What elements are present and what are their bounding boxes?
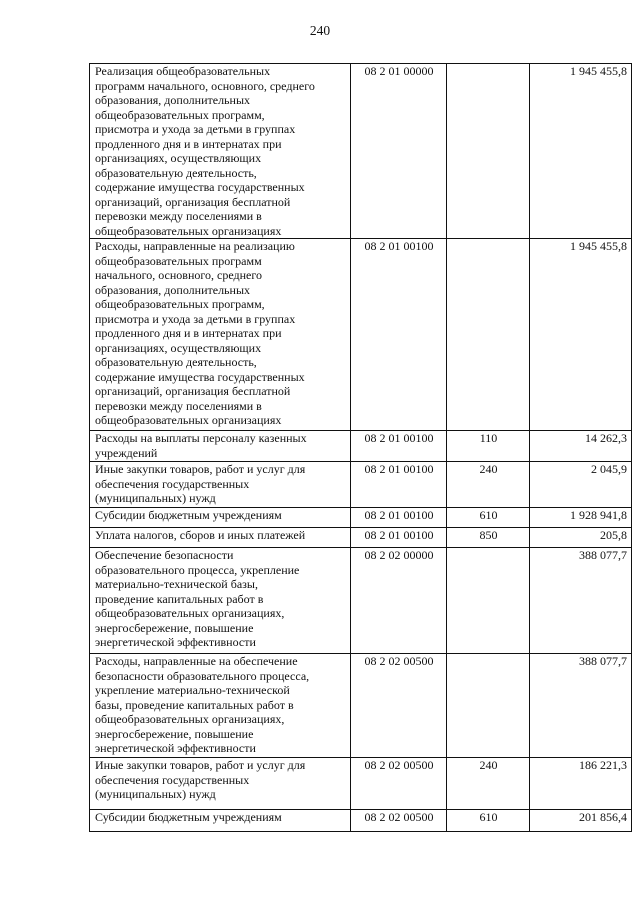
row-type-cell <box>447 64 530 239</box>
row-type-cell <box>447 548 530 654</box>
row-code-cell: 08 2 02 00000 <box>351 548 447 654</box>
row-name-cell: Субсидии бюджетным учреждениям <box>90 810 351 832</box>
row-code-cell: 08 2 01 00100 <box>351 239 447 431</box>
row-amount-cell: 201 856,4 <box>530 810 632 832</box>
table-row <box>90 508 632 528</box>
row-code-cell: 08 2 01 00100 <box>351 528 447 548</box>
row-name-cell: Иные закупки товаров, работ и услуг для обеспечения государственных (муниципальных) нужд <box>90 462 351 508</box>
table-row <box>90 758 632 810</box>
page-number: 240 <box>309 23 331 38</box>
row-type-cell: 110 <box>447 431 530 462</box>
row-amount-cell: 1 928 941,8 <box>530 508 632 528</box>
row-type-cell: 610 <box>447 810 530 832</box>
row-code-cell: 08 2 01 00100 <box>351 431 447 462</box>
row-amount-cell: 388 077,7 <box>530 548 632 654</box>
row-name-cell: Уплата налогов, сборов и иных платежей <box>90 528 351 548</box>
table-row <box>90 654 632 758</box>
row-type-cell: 240 <box>447 462 530 508</box>
row-name-cell: Иные закупки товаров, работ и услуг для обеспечения государственных (муниципальных) нужд <box>90 758 351 810</box>
table-row <box>90 431 632 462</box>
table-row <box>90 810 632 832</box>
table-row <box>90 239 632 431</box>
row-name-cell: Расходы, направленные на обеспечение безопасности образовательного процесса, укрепление материально-технической базы, проведение капитальных работ в общеобразовательных организациях, энергосбережение, повышение энергетической эффективности <box>90 654 351 758</box>
row-amount-cell: 388 077,7 <box>530 654 632 758</box>
row-name-cell: Расходы, направленные на реализацию общеобразовательных программ начального, основного, среднего образования, дополнительных общеобразовательных программ, присмотра и ухода за детьми в группах продленного дня и в интернатах при организациях, осуществляющих образовательную деятельность, содержание имущества государственных организаций, организация бесплатной перевозки между поселениями в общеобразовательных организациях <box>90 239 351 431</box>
row-code-cell: 08 2 02 00500 <box>351 758 447 810</box>
row-name-cell: Реализация общеобразовательных программ начального, основного, среднего образования, дополнительных общеобразовательных программ, присмотра и ухода за детьми в группах продленного дня и в интернатах при организациях, осуществляющих образовательную деятельность, содержание имущества государственных организаций, организация бесплатной перевозки между поселениями в общеобразовательных организациях <box>90 64 351 239</box>
row-type-cell: 610 <box>447 508 530 528</box>
row-amount-cell: 14 262,3 <box>530 431 632 462</box>
table-row <box>90 528 632 548</box>
row-code-cell: 08 2 02 00500 <box>351 810 447 832</box>
table-row <box>90 548 632 654</box>
row-type-cell <box>447 239 530 431</box>
row-amount-cell: 1 945 455,8 <box>530 64 632 239</box>
table-row <box>90 64 632 239</box>
row-type-cell: 850 <box>447 528 530 548</box>
row-name-cell: Обеспечение безопасности образовательного процесса, укрепление материально-технической базы, проведение капитальных работ в общеобразовательных организациях, энергосбережение, повышение энергетической эффективности <box>90 548 351 654</box>
row-code-cell: 08 2 01 00100 <box>351 462 447 508</box>
row-code-cell: 08 2 02 00500 <box>351 654 447 758</box>
row-name-cell: Субсидии бюджетным учреждениям <box>90 508 351 528</box>
row-amount-cell: 186 221,3 <box>530 758 632 810</box>
row-name-cell: Расходы на выплаты персоналу казенных учреждений <box>90 431 351 462</box>
budget-table <box>89 63 632 832</box>
row-type-cell: 240 <box>447 758 530 810</box>
row-type-cell <box>447 654 530 758</box>
row-amount-cell: 205,8 <box>530 528 632 548</box>
row-amount-cell: 1 945 455,8 <box>530 239 632 431</box>
row-amount-cell: 2 045,9 <box>530 462 632 508</box>
row-code-cell: 08 2 01 00000 <box>351 64 447 239</box>
table-row <box>90 462 632 508</box>
row-code-cell: 08 2 01 00100 <box>351 508 447 528</box>
